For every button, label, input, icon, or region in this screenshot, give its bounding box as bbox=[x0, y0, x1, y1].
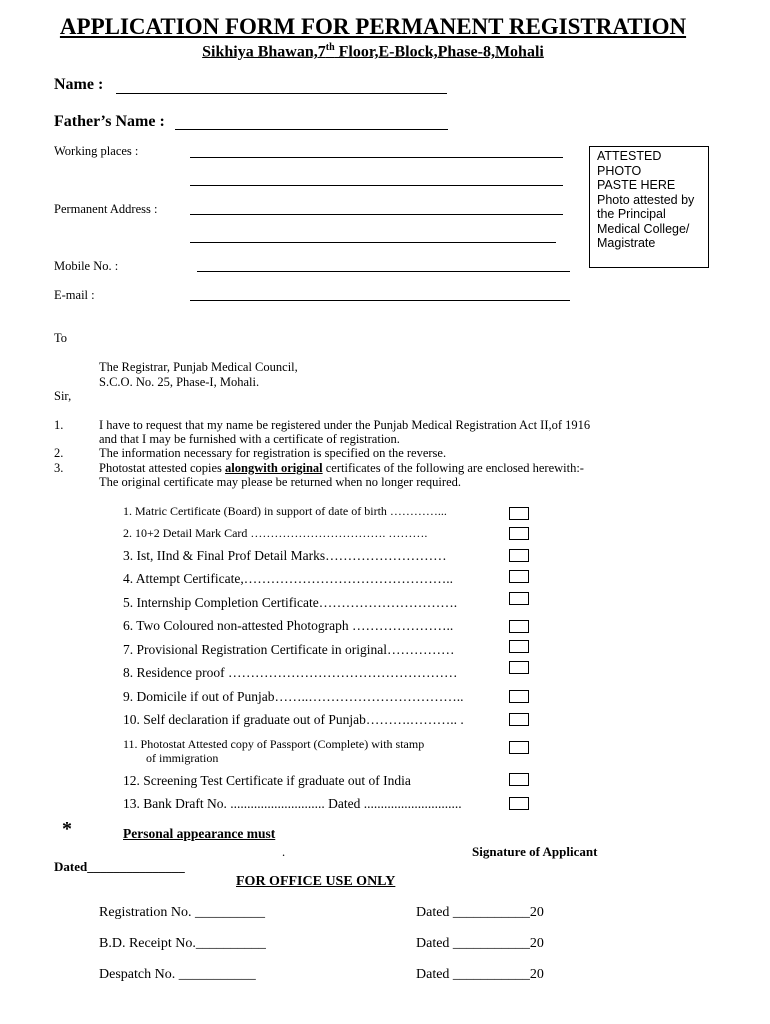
checkbox-10[interactable] bbox=[509, 713, 529, 726]
despatch-no-field[interactable]: Despatch No. ___________ bbox=[99, 967, 256, 982]
personal-appearance-note: Personal appearance must bbox=[123, 826, 276, 841]
para-1-text-cont: and that I may be furnished with a certificate of registration. bbox=[99, 432, 400, 446]
permanent-address-label: Permanent Address : bbox=[54, 202, 158, 216]
registrar-address-line-2: S.C.O. No. 25, Phase-I, Mohali. bbox=[99, 375, 260, 389]
checkbox-9[interactable] bbox=[509, 690, 529, 703]
photo-box-line: PASTE HERE bbox=[597, 178, 676, 192]
registration-dated-field[interactable]: Dated ___________20 bbox=[416, 905, 544, 920]
checkbox-8[interactable] bbox=[509, 661, 529, 674]
checkbox-5[interactable] bbox=[509, 592, 529, 605]
bd-receipt-dated-field[interactable]: Dated ___________20 bbox=[416, 936, 544, 951]
checkbox-1[interactable] bbox=[509, 507, 529, 520]
registration-no-field[interactable]: Registration No. __________ bbox=[99, 905, 266, 920]
name-field[interactable] bbox=[116, 93, 447, 94]
form-subtitle bbox=[0, 42, 746, 61]
checklist-item: 1. Matric Certificate (Board) in support of date of birth …………... bbox=[123, 504, 447, 518]
letter-to: To bbox=[54, 331, 68, 345]
office-use-title: FOR OFFICE USE ONLY bbox=[236, 874, 396, 889]
attested-photo-box[interactable] bbox=[589, 146, 709, 268]
checkbox-13[interactable] bbox=[509, 797, 529, 810]
para-2-number: 2. bbox=[54, 446, 64, 460]
checklist-item: 5. Internship Completion Certificate…………………………. bbox=[123, 595, 458, 610]
para-3-post: certificates of the following are enclosed herewith:- bbox=[322, 461, 584, 475]
photo-box-line: the Principal bbox=[597, 207, 666, 221]
para-3-text-cont: The original certificate may please be returned when no longer required. bbox=[99, 475, 461, 489]
dated-field[interactable]: Dated_______________ bbox=[54, 859, 185, 874]
checklist-item: 6. Two Coloured non-attested Photograph ………………….. bbox=[123, 618, 454, 633]
photo-box-line: Photo attested by bbox=[597, 192, 695, 207]
checklist-item: 4. Attempt Certificate,……………………………………….. bbox=[123, 571, 453, 586]
para-1-number: 1. bbox=[54, 418, 64, 432]
para-1-text: I have to request that my name be registered under the Punjab Medical Registration Act II,of 1916 bbox=[99, 418, 591, 432]
checklist-item-cont: of immigration bbox=[146, 751, 219, 765]
checklist-item: 12. Screening Test Certificate if graduate out of India bbox=[123, 773, 411, 788]
mobile-label: Mobile No. : bbox=[54, 259, 119, 273]
checklist-item: 3. Ist, IInd & Final Prof Detail Marks……………………… bbox=[123, 548, 447, 563]
subtitle-address: Sikhiya Bhawan,7 bbox=[202, 43, 326, 61]
name-label: Name : bbox=[54, 76, 104, 93]
working-places-field-1[interactable] bbox=[190, 157, 563, 158]
para-3-number: 3. bbox=[54, 461, 64, 475]
checklist-item: 13. Bank Draft No. ............................ Dated ............................. bbox=[123, 796, 462, 811]
subtitle-address-rest: Floor,E-Block,Phase-8,Mohali bbox=[334, 43, 544, 61]
checkbox-3[interactable] bbox=[509, 549, 529, 562]
email-label: E-mail : bbox=[54, 288, 95, 302]
salutation: Sir, bbox=[54, 389, 72, 403]
para-3-text bbox=[99, 461, 584, 476]
mobile-field[interactable] bbox=[197, 271, 570, 272]
checkbox-6[interactable] bbox=[509, 620, 529, 633]
photo-box-line: PHOTO bbox=[597, 163, 642, 178]
photo-box-line: Magistrate bbox=[597, 236, 656, 250]
permanent-address-field-1[interactable] bbox=[190, 214, 563, 215]
signature-dot: . bbox=[282, 845, 286, 859]
checkbox-4[interactable] bbox=[509, 570, 529, 583]
checklist-item: 9. Domicile if out of Punjab……..…………………………….. bbox=[123, 689, 464, 704]
checklist-item: 7. Provisional Registration Certificate in original…………… bbox=[123, 642, 455, 657]
registrar-address-line-1: The Registrar, Punjab Medical Council, bbox=[99, 360, 298, 374]
permanent-address-field-2[interactable] bbox=[190, 242, 556, 243]
checklist-item: 10. Self declaration if graduate out of Punjab……….……….. . bbox=[123, 712, 464, 727]
para-3-emphasis: alongwith original bbox=[225, 461, 323, 475]
bd-receipt-no-field[interactable]: B.D. Receipt No.__________ bbox=[99, 936, 266, 951]
checkbox-2[interactable] bbox=[509, 527, 529, 540]
checklist-item: 8. Residence proof …………………………………………… bbox=[123, 665, 458, 680]
working-places-label: Working places : bbox=[54, 144, 139, 158]
photo-box-line: Medical College/ bbox=[597, 221, 690, 236]
para-2-text: The information necessary for registration is specified on the reverse. bbox=[99, 446, 447, 460]
para-3-pre: Photostat attested copies bbox=[99, 461, 226, 475]
working-places-field-2[interactable] bbox=[190, 185, 563, 186]
subtitle-sup: th bbox=[325, 42, 335, 53]
checklist-item: 11. Photostat Attested copy of Passport (Complete) with stamp bbox=[123, 737, 425, 751]
photo-box-line: ATTESTED bbox=[597, 149, 662, 163]
checkbox-11[interactable] bbox=[509, 741, 529, 754]
email-field[interactable] bbox=[190, 300, 570, 301]
checklist-item: 2. 10+2 Detail Mark Card ……………………………. ………. bbox=[123, 526, 428, 540]
asterisk-mark: * bbox=[62, 818, 72, 840]
father-name-field[interactable] bbox=[175, 129, 448, 130]
checkbox-7[interactable] bbox=[509, 640, 529, 653]
checkbox-12[interactable] bbox=[509, 773, 529, 786]
father-name-label: Father’s Name : bbox=[54, 113, 165, 130]
despatch-dated-field[interactable]: Dated ___________20 bbox=[416, 967, 544, 982]
signature-of-applicant: Signature of Applicant bbox=[472, 844, 598, 859]
form-title: APPLICATION FORM FOR PERMANENT REGISTRATION bbox=[59, 14, 687, 39]
